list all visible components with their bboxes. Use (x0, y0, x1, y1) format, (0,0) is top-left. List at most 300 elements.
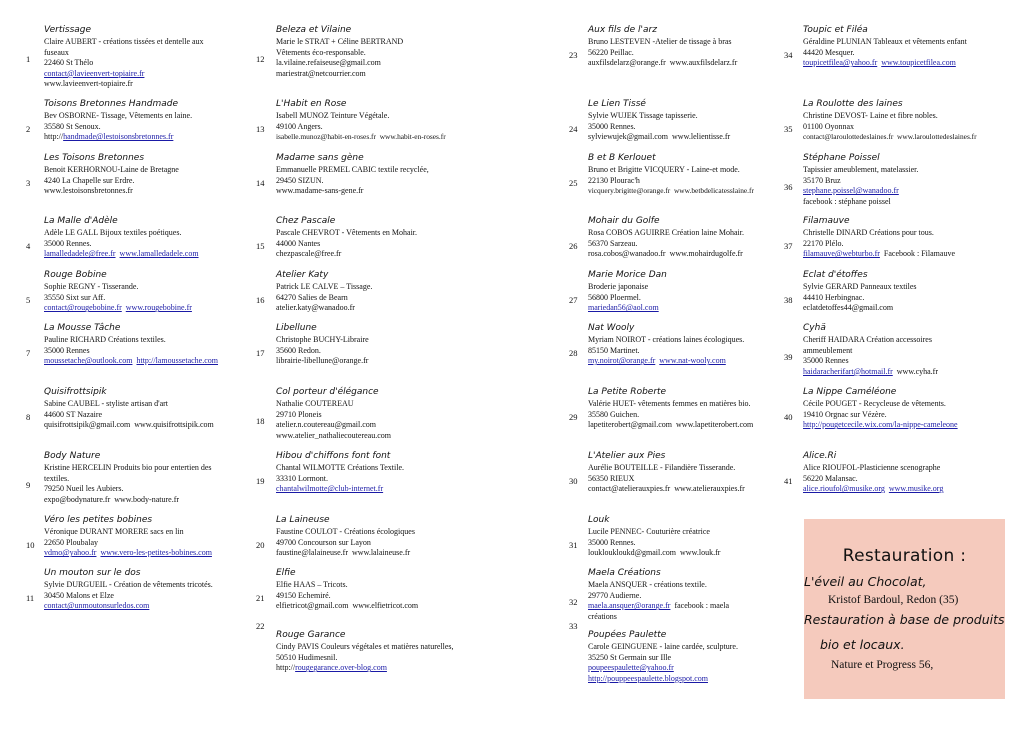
entry-title: Cyhä (803, 323, 826, 333)
entry-text: Alice RIOUFOL-Plasticienne scenographe (803, 463, 941, 472)
entry-line (44, 282, 192, 293)
entry-text: Cécile POUGET - Recycleuse de vêtements. (803, 399, 946, 408)
entry-body (44, 334, 218, 367)
entry-text: www.elfietricot.com (352, 601, 419, 611)
entry-line (803, 122, 977, 133)
entry-line (276, 111, 446, 122)
entry-text: Aurélie BOUTEILLE - Filandière Tisserande. (588, 463, 736, 472)
email-link[interactable]: filamauve@webturbo.fr (803, 249, 880, 259)
entry-line (44, 601, 213, 612)
web-link[interactable]: www.rougebobine.fr (125, 303, 192, 313)
entry-line (44, 399, 214, 410)
entry-title: Alice.Ri (803, 451, 837, 461)
entry-line (44, 79, 204, 90)
list-item (26, 514, 212, 559)
entry-line (44, 463, 212, 474)
entry-number: 40 (784, 412, 793, 422)
entry-text: Chantal WILMOTTE Créations Textile. (276, 463, 405, 472)
entry-number: 13 (256, 124, 265, 134)
entry-text: vicquery.brigitte@orange.fr (588, 186, 671, 196)
entry-line (276, 431, 391, 442)
entry-text: auxfilsdelarz@orange.fr (588, 58, 666, 68)
entry-text: Nathalie COUTEREAU (276, 399, 354, 408)
entry-line (588, 527, 720, 538)
list-item (784, 322, 939, 377)
entry-text: 22130 Plourac'h (588, 175, 640, 185)
entry-line (44, 335, 218, 346)
entry-text: 35000 Rennes (803, 356, 849, 366)
list-item (784, 215, 955, 260)
entry-line (588, 474, 745, 485)
entry-text: 49100 Angers. (276, 121, 323, 131)
web-link[interactable]: www.nat-wooly.com (659, 356, 726, 366)
entry-title: Chez Pascale (276, 216, 336, 226)
entry-text: Isabell MUNOZ Teinture Végétale. (276, 111, 390, 120)
web-link[interactable]: handmade@lestoisonsbretonnes.fr (63, 132, 174, 142)
email-link[interactable]: toupicetfilea@yahoo.fr (803, 58, 878, 68)
entry-title: Poupées Paulette (588, 630, 667, 640)
entry-text: Sabine CAUBEL - styliste artisan d'art (44, 399, 169, 408)
entry-text: Christelle DINARD Créations pour tous. (803, 228, 934, 237)
entry-line (276, 474, 404, 485)
entry-title: Hibou d'chiffons font font (276, 451, 391, 461)
entry-body (276, 110, 446, 143)
entry-text: 35000 Rennes (44, 345, 90, 355)
restauration-network: Nature et Progress 56, (831, 659, 934, 671)
entry-line (44, 580, 213, 591)
entry-number: 32 (569, 597, 578, 607)
entry-number: 36 (784, 182, 793, 192)
restauration-desc-1: Restauration à base de produits (804, 612, 1005, 627)
entry-text: 56220 Peillac. (588, 47, 634, 57)
entry-number: 33 (569, 621, 578, 631)
entry-line (803, 293, 917, 304)
entry-title: Louk (588, 515, 610, 525)
entry-text: 56220 Malansac. (803, 473, 858, 483)
entry-line (588, 538, 720, 549)
entry-text: 22650 Ploubalay (44, 537, 98, 547)
entry-text: Claire AUBERT - créations tissées et dentelle aux (44, 37, 204, 46)
entry-text: 44410 Herbingnac. (803, 292, 865, 302)
entry-line (588, 399, 753, 410)
entry-line (803, 356, 938, 367)
entry-line (803, 37, 967, 48)
entry-line (44, 538, 212, 549)
entry-line (588, 580, 729, 591)
entry-title: Les Toisons Bretonnes (44, 153, 145, 163)
entry-text: www.mohairdugolfe.fr (669, 249, 743, 259)
entry-body (276, 579, 418, 612)
email-link[interactable]: vdmo@yahoo.fr (44, 548, 97, 558)
entry-title: Stéphane Poissel (803, 153, 880, 163)
list-item (569, 514, 721, 559)
list-item (26, 450, 212, 505)
entry-line (44, 303, 192, 314)
entry-title: Vertissage (44, 25, 92, 35)
entry-body (803, 227, 955, 260)
entry-text: www.quisifrottsipik.com (134, 420, 214, 430)
entry-body (588, 334, 744, 367)
entry-line (588, 176, 754, 187)
entry-text: www.atelierauxpies.fr (674, 484, 745, 494)
list-item (256, 98, 446, 143)
restauration-contact: Kristof Bardoul, Redon (35) (828, 594, 959, 606)
entry-body (276, 398, 391, 441)
entry-line (803, 420, 958, 431)
entry-title: Marie Morice Dan (588, 270, 667, 280)
entry-title: Rouge Bobine (44, 270, 107, 280)
web-link[interactable]: rougegarance.over-blog.com (295, 663, 387, 673)
entry-line (803, 282, 917, 293)
entry-number: 12 (256, 54, 265, 64)
entry-text: elfietricot@gmail.com (276, 601, 349, 611)
entry-line (803, 346, 938, 357)
entry-number: 29 (569, 412, 578, 422)
entry-number: 31 (569, 540, 578, 550)
entry-body (44, 398, 214, 431)
entry-line (276, 37, 403, 48)
entry-text: Patrick LE CALVE – Tissage. (276, 282, 373, 291)
list-item (569, 269, 667, 314)
email-link[interactable]: chantalwilmotte@club-internet.fr (276, 484, 384, 494)
web-link[interactable]: www.lamalledadele.com (119, 249, 199, 259)
entry-text: http:// (44, 132, 64, 142)
entry-text: eclatdetoffes44@gmail.com (803, 303, 894, 313)
email-link[interactable]: http://pougetcecile.wix.com/la-nippe-cameleone (803, 420, 958, 430)
entry-body (588, 164, 754, 197)
entry-text: Bruno et Brigitte VICQUERY - Laine-et mode. (588, 165, 740, 174)
email-link[interactable]: maela.ansquer@orange.fr (588, 601, 671, 611)
entry-line (276, 122, 446, 133)
entry-title: La Malle d'Adèle (44, 216, 118, 226)
entry-number: 26 (569, 241, 578, 251)
entry-line (588, 601, 729, 612)
entry-line (588, 548, 720, 559)
entry-text: 29450 SIZUN. (276, 175, 324, 185)
entry-number: 30 (569, 476, 578, 486)
list-item (569, 152, 754, 197)
entry-number: 37 (784, 241, 793, 251)
entry-text: Rosa COBOS AGUIRRE Création laine Mohair. (588, 228, 744, 237)
entry-title: L'Atelier aux Pies (588, 451, 666, 461)
entry-title: La Roulotte des laines (803, 99, 903, 109)
entry-line (276, 249, 417, 260)
entry-line (803, 474, 943, 485)
entry-line (276, 165, 429, 176)
restauration-heading: Restauration : (842, 546, 967, 566)
entry-line (44, 527, 212, 538)
entry-title: Rouge Garance (276, 630, 346, 640)
restauration-box (804, 519, 1005, 699)
entry-line (276, 591, 418, 602)
entry-line (803, 48, 967, 59)
entry-text: 56370 Sarzeau. (588, 238, 638, 248)
entry-title: Nat Wooly (588, 323, 635, 333)
entry-line (803, 484, 943, 495)
entry-number: 4 (26, 241, 31, 251)
entry-title: Toisons Bretonnes Handmade (44, 99, 179, 109)
list-item (26, 322, 219, 367)
entry-text: ammeublement (803, 345, 853, 355)
entry-text: Vêtements éco-responsable. (276, 47, 366, 57)
entry-line (588, 663, 738, 674)
entry-body (588, 641, 738, 684)
entry-line (276, 601, 418, 612)
entry-line (588, 249, 744, 260)
entry-text: www.madame-sans-gene.fr (276, 186, 364, 196)
entry-number: 7 (26, 348, 31, 358)
entry-body (803, 36, 967, 69)
entry-line (276, 580, 418, 591)
list-item (569, 98, 731, 143)
entry-line (276, 548, 415, 559)
entry-body (803, 462, 943, 495)
entry-body (588, 398, 753, 431)
entry-body (276, 36, 403, 79)
entry-line (588, 653, 738, 664)
entry-body (44, 110, 192, 143)
entry-number: 27 (569, 295, 578, 305)
entry-text: 22460 St Thélo (44, 58, 94, 68)
entry-text: 4240 La Chapelle sur Erdre. (44, 175, 135, 185)
entry-line (276, 282, 372, 293)
entry-title: Le Lien Tissé (588, 99, 646, 109)
entry-line (588, 48, 737, 59)
entry-text: 35000 Rennes. (588, 537, 636, 547)
entry-text: Bev OSBORNE- Tissage, Vêtements en laine. (44, 111, 193, 120)
entry-number: 11 (26, 593, 35, 603)
entry-text: Carole GEINGUENE - laine cardée, sculpture. (588, 642, 738, 651)
entry-text: 29710 Ploneis (276, 409, 322, 419)
entry-line (276, 399, 391, 410)
entry-line (803, 228, 955, 239)
entry-text: facebook : stéphane poissel (803, 196, 891, 206)
list-item (256, 567, 419, 612)
list-item (256, 215, 418, 260)
web-link[interactable]: www.toupicetfilea.com (881, 58, 956, 68)
entry-line (44, 249, 199, 260)
entry-line (276, 132, 446, 143)
entry-line (44, 69, 204, 80)
entry-body (276, 526, 415, 559)
entry-text: 35600 Redon. (276, 345, 321, 355)
entry-number: 3 (26, 178, 31, 188)
entry-line (588, 122, 730, 133)
entry-line (44, 58, 204, 69)
list-item (256, 386, 391, 441)
entry-text: quisifrottsipik@gmail.com (44, 420, 131, 430)
entry-line (44, 420, 214, 431)
entry-line (44, 48, 204, 59)
entry-text: contact@laroulottedeslaines.fr (803, 132, 894, 142)
entry-text: Lucile PENNEC- Couturière créatrice (588, 527, 710, 536)
entry-text: 56350 RIEUX (588, 473, 635, 483)
entry-body (803, 281, 917, 314)
entry-body (276, 164, 429, 197)
email-link[interactable]: contact@lavieenvert-topiaire.fr (44, 68, 145, 78)
entry-text: 01100 Oyonnax (803, 121, 855, 131)
entry-line (588, 37, 737, 48)
list-item (26, 386, 214, 431)
entry-number: 17 (256, 348, 265, 358)
entry-line (803, 303, 917, 314)
email-link[interactable]: lamalledadele@free.fr (44, 249, 116, 259)
entry-title: Toupic et Filéa (803, 25, 868, 35)
entry-number: 15 (256, 241, 265, 251)
entry-line (588, 186, 754, 197)
entry-line (588, 591, 729, 602)
entry-text: 56800 Ploermel. (588, 292, 641, 302)
entry-text: Faustine COULOT - Créations écologiques (276, 527, 415, 536)
entry-body (44, 164, 179, 197)
entry-text: Emmanuelle PREMEL CABIC textile recyclée, (276, 165, 429, 174)
entry-line (588, 239, 744, 250)
entry-line (44, 228, 199, 239)
entry-number: 34 (784, 50, 793, 60)
web-link[interactable]: http://lamoussetache.com (136, 356, 219, 366)
entry-text: la.vilaine.refaiseuse@gmail.com (276, 58, 381, 68)
entry-line (588, 484, 745, 495)
entry-text: 19410 Orgnac sur Vézère. (803, 409, 887, 419)
entry-line (44, 186, 179, 197)
web-link[interactable]: www.vero-les-petites-bobines.com (100, 548, 212, 558)
entry-text: Tapissier ameublement, matelassier. (803, 165, 919, 174)
entry-title: La Mousse Tâche (44, 323, 121, 333)
entry-text: mariestrat@netcourrier.com (276, 68, 366, 78)
entry-number: 14 (256, 178, 265, 188)
entry-text: expo@bodynature.fr (44, 494, 111, 504)
entry-text: librairie-libellune@orange.fr (276, 356, 369, 366)
entry-line (588, 463, 745, 474)
email-link[interactable]: stephane.poissel@wanadoo.fr (803, 186, 899, 196)
entry-text: Myriam NOIROT - créations laines écologiques. (588, 335, 745, 344)
entry-text: Christine DEVOST- Laine et fibre nobles. (803, 111, 938, 120)
entry-number: 41 (784, 476, 793, 486)
entry-line (803, 335, 938, 346)
email-link[interactable]: alice.rioufol@musike.org (803, 484, 885, 494)
entry-line (588, 410, 753, 421)
entry-text: Cindy PAVIS Couleurs végétales et matières naturelles, (276, 642, 454, 651)
list-item (569, 322, 745, 367)
entry-text: Pauline RICHARD Créations textiles. (44, 335, 166, 344)
entry-text: isabelle.munoz@habit-en-roses.fr (276, 132, 376, 142)
entry-number: 9 (26, 480, 31, 490)
entry-line (44, 37, 204, 48)
entry-text: 44600 ST Nazaire (44, 409, 103, 419)
entry-body (44, 227, 199, 260)
entry-line (803, 197, 918, 208)
entry-text: Marie le STRAT + Céline BERTRAND (276, 37, 404, 46)
list-item (256, 621, 454, 674)
entry-line (803, 410, 958, 421)
entry-text: 22170 Plélo. (803, 238, 844, 248)
entry-text: créations (588, 611, 617, 621)
entry-text: Christophe BUCHY-Libraire (276, 335, 369, 344)
entry-title: L'Habit en Rose (276, 99, 347, 109)
entry-text: atelier.katy@wanadoo.fr (276, 303, 355, 313)
entry-text: 85150 Martinet. (588, 345, 640, 355)
entry-text: 35580 St Senoux. (44, 121, 101, 131)
entry-text: 49700 Concourson sur Layon (276, 537, 371, 547)
entry-line (803, 399, 958, 410)
entry-text: Sylvie WUJEK Tissage tapisserie. (588, 111, 698, 120)
email-link[interactable]: mariedan56@aol.com (588, 303, 659, 313)
entry-body (588, 462, 745, 495)
list-item (26, 152, 179, 197)
web-link[interactable]: www.musike.org (888, 484, 944, 494)
entry-title: Maela Créations (588, 568, 661, 578)
entry-text: Broderie japonaise (588, 282, 649, 291)
entry-number: 10 (26, 540, 35, 550)
entry-body (588, 227, 744, 260)
entry-title: B et B Kerlouet (588, 153, 656, 163)
entry-line (44, 239, 199, 250)
entry-text: Bruno LESTEVEN -Atelier de tissage à bras (588, 37, 732, 46)
entry-line (44, 122, 192, 133)
entry-line (803, 132, 977, 143)
email-link[interactable]: haidaracherifart@hotmail.fr (803, 366, 893, 376)
entry-text: www.cyha.fr (896, 366, 939, 376)
entry-number: 19 (256, 476, 265, 486)
entry-text: www.lestoisonsbretonnes.fr (44, 186, 133, 196)
entry-text: www.lapetiterobert.com (676, 420, 754, 430)
entry-body (803, 398, 958, 431)
entry-title: La Laineuse (276, 515, 330, 525)
entry-body (44, 526, 212, 559)
entry-line (276, 48, 403, 59)
entry-body (803, 164, 918, 207)
entry-number: 2 (26, 124, 31, 134)
entry-number: 22 (256, 621, 265, 631)
entry-text: www.auxfilsdelarz.fr (669, 58, 738, 68)
entry-number: 28 (569, 348, 578, 358)
entry-title: Aux fils de l'arz (588, 25, 657, 35)
email-link[interactable]: poupeespaulette@yahoo.fr (588, 663, 674, 673)
entry-body (276, 281, 372, 314)
entry-text: Sylvie GERARD Panneaux textiles (803, 282, 917, 291)
entry-line (803, 239, 955, 250)
entry-title: Quisifrottsipik (44, 387, 107, 397)
entry-line (803, 176, 918, 187)
list-item (784, 24, 967, 69)
entry-text: 35250 St Germain sur Ille (588, 652, 672, 662)
list-item (569, 621, 738, 684)
email-link[interactable]: contact@unmoutonsurledos.com (44, 601, 150, 611)
entry-line (588, 356, 744, 367)
entry-line (276, 239, 417, 250)
entry-line (588, 282, 667, 293)
entry-body (803, 110, 977, 143)
entry-line (588, 420, 753, 431)
entry-title: Col porteur d'élégance (276, 387, 379, 397)
entry-title: Libellune (276, 323, 317, 333)
entry-line (276, 484, 404, 495)
email-link[interactable]: contact@rougebobine.fr (44, 303, 122, 313)
entry-line (44, 132, 192, 143)
entry-line (276, 663, 454, 674)
entry-number: 25 (569, 178, 578, 188)
entry-text: 30450 Malons et Elze (44, 590, 114, 600)
entry-title: Eclat d'étoffes (803, 270, 868, 280)
entry-line (276, 356, 369, 367)
email-link[interactable]: http://pouppeespaulette.blogspot.com (588, 673, 708, 683)
entry-text: 35000 Rennes. (44, 238, 92, 248)
entry-line (44, 165, 179, 176)
entry-text: Sophie REGNY - Tisserande. (44, 282, 139, 291)
email-link[interactable]: my.noirot@orange.fr (588, 356, 656, 366)
entry-line (803, 165, 918, 176)
email-link[interactable]: moussetache@outlook.com (44, 356, 133, 366)
